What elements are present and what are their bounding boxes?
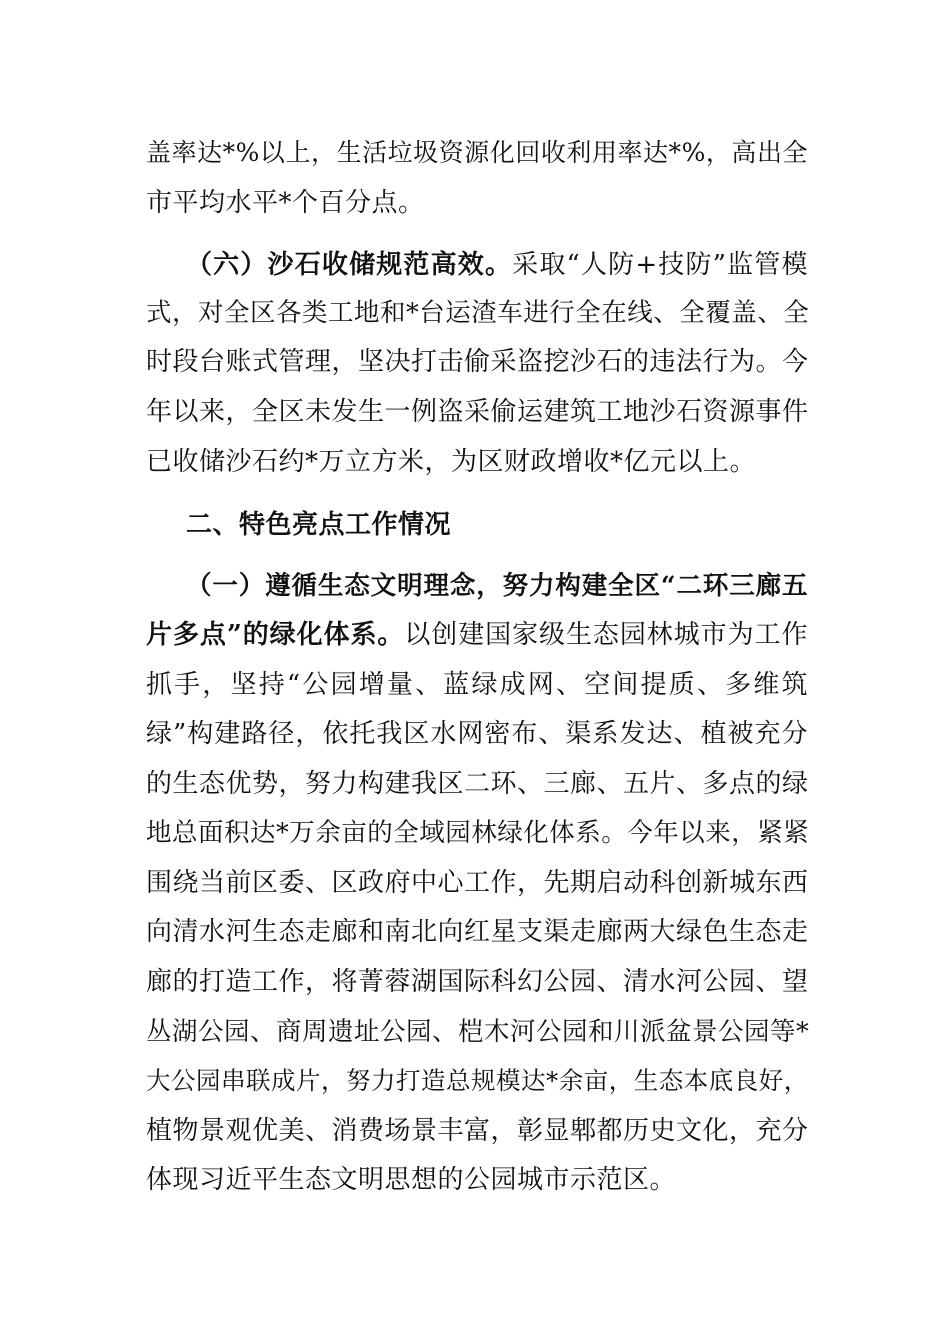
line-text: 大公园串联成片，努力打造总规模达*余亩，生态本底良好， — [146, 1066, 809, 1095]
line-text: 地总面积达*万余亩的全域园林绿化体系。今年以来，紧紧 — [146, 818, 810, 848]
line-text: 年以来，全区未发生一例盗采偷运建筑工地沙石资源事件 — [146, 397, 809, 427]
text-line — [146, 759, 808, 809]
line-text: 体现习近平生态文明思想的公园城市示范区。 — [146, 1165, 677, 1195]
text-line — [146, 1106, 808, 1156]
line-text: 盖率达*%以上，生活垃圾资源化回收利用率达*%，高出全 — [146, 138, 808, 167]
line-text: 以创建国家级生态园林城市为工作 — [404, 620, 808, 650]
text-line — [146, 1155, 808, 1205]
text-line — [146, 907, 808, 957]
line-text: 向清水河生态走廊和南北向红星支渠走廊两大绿色生态走 — [146, 917, 809, 947]
subsection-heading-inline: （一）遵循生态文明理念，努力构建全区“二环三廊五 — [186, 571, 808, 601]
text-line — [146, 337, 808, 387]
heading-text: 二、特色亮点工作情况 — [186, 510, 452, 540]
line-text: 采取“人防+技防”监管模 — [512, 250, 808, 280]
text-line — [186, 240, 808, 290]
line-text: 植物景观优美、消费场景丰富，彰显郫都历史文化，充分 — [146, 1116, 809, 1146]
line-text: 丛湖公园、商周遗址公园、桤木河公园和川派盆景公园等* — [146, 1017, 810, 1047]
line-text: 的生态优势，努力构建我区二环、三廊、五片、多点的绿 — [146, 769, 809, 799]
text-line — [146, 178, 808, 228]
line-text: 绿”构建路径，依托我区水网密布、渠系发达、植被充分 — [146, 719, 808, 749]
text-line — [146, 957, 808, 1007]
line-text: 抓手，坚持“公园增量、蓝绿成网、空间提质、多维筑 — [146, 670, 808, 700]
text-line — [146, 1007, 808, 1057]
text-line — [146, 387, 808, 437]
text-line — [146, 437, 808, 487]
line-text: 市平均水平*个百分点。 — [146, 188, 425, 218]
section-heading — [186, 500, 808, 550]
line-text: 廊的打造工作，将菁蓉湖国际科幻公园、清水河公园、望 — [146, 967, 809, 997]
line-text: 式，对全区各类工地和*台运渣车进行全在线、全覆盖、全 — [146, 298, 810, 328]
line-text: 时段台账式管理，坚决打击偷采盗挖沙石的违法行为。今 — [146, 347, 809, 377]
section-heading-inline: （六）沙石收储规范高效。 — [186, 250, 513, 280]
text-line — [146, 1056, 808, 1106]
text-line — [146, 288, 808, 338]
line-text: 已收储沙石约*万立方米，为区财政增收*亿元以上。 — [146, 447, 757, 477]
text-line — [146, 128, 808, 178]
subsection-heading-inline: 片多点”的绿化体系。 — [146, 620, 405, 650]
text-line — [146, 858, 808, 908]
text-line — [146, 709, 808, 759]
text-line — [146, 660, 808, 710]
line-text: 围绕当前区委、区政府中心工作，先期启动科创新城东西 — [146, 868, 809, 898]
text-line — [186, 561, 808, 611]
text-line — [146, 808, 808, 858]
text-line — [146, 610, 808, 660]
